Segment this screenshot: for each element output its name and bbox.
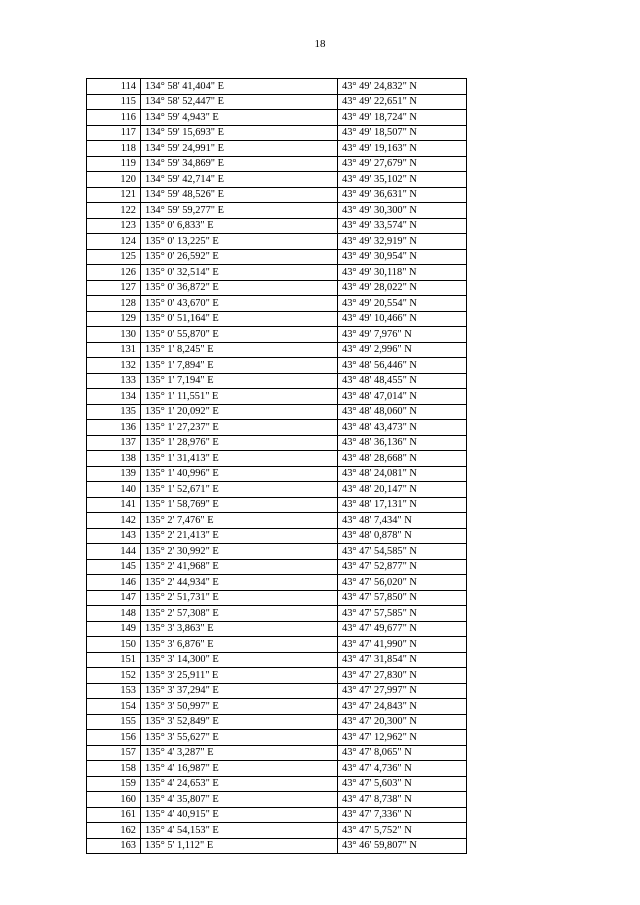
table-row [87, 141, 467, 157]
latitude-cell: 43° 47' 20,300" N [338, 714, 467, 730]
longitude-cell: 135° 3' 14,300" E [141, 652, 338, 668]
latitude-cell: 43° 47' 4,736" N [338, 761, 467, 777]
point-number-cell: 161 [87, 807, 141, 823]
point-number-cell: 156 [87, 730, 141, 746]
coordinates-table [86, 78, 467, 854]
latitude-cell: 43° 49' 22,651" N [338, 94, 467, 110]
point-number-cell: 135 [87, 404, 141, 420]
table-row [87, 621, 467, 637]
table-row [87, 590, 467, 606]
latitude-cell: 43° 47' 8,738" N [338, 792, 467, 808]
table-row [87, 420, 467, 436]
latitude-cell: 43° 47' 56,020" N [338, 575, 467, 591]
longitude-cell: 135° 3' 25,911" E [141, 668, 338, 684]
longitude-cell: 135° 0' 6,833" E [141, 218, 338, 234]
latitude-cell: 43° 49' 10,466" N [338, 311, 467, 327]
table-row [87, 342, 467, 358]
latitude-cell: 43° 49' 27,679" N [338, 156, 467, 172]
point-number-cell: 132 [87, 358, 141, 374]
longitude-cell: 134° 59' 24,991" E [141, 141, 338, 157]
longitude-cell: 135° 4' 35,807" E [141, 792, 338, 808]
latitude-cell: 43° 47' 54,585" N [338, 544, 467, 560]
longitude-cell: 135° 0' 26,592" E [141, 249, 338, 265]
table-row [87, 404, 467, 420]
table-row [87, 575, 467, 591]
point-number-cell: 159 [87, 776, 141, 792]
longitude-cell: 135° 5' 1,112" E [141, 838, 338, 854]
longitude-cell: 135° 2' 30,992" E [141, 544, 338, 560]
table-row [87, 156, 467, 172]
latitude-cell: 43° 49' 2,996" N [338, 342, 467, 358]
table-row [87, 807, 467, 823]
page-number: 18 [314, 38, 326, 50]
latitude-cell: 43° 47' 7,336" N [338, 807, 467, 823]
longitude-cell: 135° 3' 55,627" E [141, 730, 338, 746]
table-row [87, 668, 467, 684]
point-number-cell: 126 [87, 265, 141, 281]
latitude-cell: 43° 47' 27,830" N [338, 668, 467, 684]
latitude-cell: 43° 47' 5,752" N [338, 823, 467, 839]
point-number-cell: 147 [87, 590, 141, 606]
point-number-cell: 125 [87, 249, 141, 265]
point-number-cell: 141 [87, 497, 141, 513]
point-number-cell: 153 [87, 683, 141, 699]
table-row [87, 497, 467, 513]
table-row [87, 125, 467, 141]
longitude-cell: 135° 3' 6,876" E [141, 637, 338, 653]
table-row [87, 699, 467, 715]
latitude-cell: 43° 49' 30,300" N [338, 203, 467, 219]
point-number-cell: 116 [87, 110, 141, 126]
point-number-cell: 149 [87, 621, 141, 637]
longitude-cell: 135° 0' 36,872" E [141, 280, 338, 296]
table-row [87, 451, 467, 467]
point-number-cell: 158 [87, 761, 141, 777]
point-number-cell: 152 [87, 668, 141, 684]
table-row [87, 187, 467, 203]
longitude-cell: 134° 59' 48,526" E [141, 187, 338, 203]
longitude-cell: 135° 1' 7,194" E [141, 373, 338, 389]
latitude-cell: 43° 49' 28,022" N [338, 280, 467, 296]
table-row [87, 172, 467, 188]
point-number-cell: 146 [87, 575, 141, 591]
longitude-cell: 134° 59' 59,277" E [141, 203, 338, 219]
latitude-cell: 43° 49' 24,832" N [338, 79, 467, 95]
longitude-cell: 135° 3' 52,849" E [141, 714, 338, 730]
latitude-cell: 43° 47' 57,585" N [338, 606, 467, 622]
table-row [87, 296, 467, 312]
longitude-cell: 135° 2' 21,413" E [141, 528, 338, 544]
table-row [87, 389, 467, 405]
longitude-cell: 135° 0' 13,225" E [141, 234, 338, 250]
point-number-cell: 150 [87, 637, 141, 653]
point-number-cell: 130 [87, 327, 141, 343]
table-row [87, 327, 467, 343]
longitude-cell: 134° 59' 4,943" E [141, 110, 338, 126]
coordinates-table-body [87, 79, 467, 854]
longitude-cell: 135° 1' 11,551" E [141, 389, 338, 405]
point-number-cell: 121 [87, 187, 141, 203]
point-number-cell: 140 [87, 482, 141, 498]
latitude-cell: 43° 47' 5,603" N [338, 776, 467, 792]
latitude-cell: 43° 48' 56,446" N [338, 358, 467, 374]
latitude-cell: 43° 48' 43,473" N [338, 420, 467, 436]
latitude-cell: 43° 48' 48,455" N [338, 373, 467, 389]
point-number-cell: 119 [87, 156, 141, 172]
table-row [87, 544, 467, 560]
table-row [87, 218, 467, 234]
latitude-cell: 43° 47' 57,850" N [338, 590, 467, 606]
table-row [87, 79, 467, 95]
table-row [87, 265, 467, 281]
longitude-cell: 135° 1' 28,976" E [141, 435, 338, 451]
latitude-cell: 43° 47' 52,877" N [338, 559, 467, 575]
point-number-cell: 118 [87, 141, 141, 157]
longitude-cell: 135° 1' 27,237" E [141, 420, 338, 436]
point-number-cell: 143 [87, 528, 141, 544]
table-row [87, 280, 467, 296]
longitude-cell: 135° 0' 55,870" E [141, 327, 338, 343]
latitude-cell: 43° 47' 41,990" N [338, 637, 467, 653]
latitude-cell: 43° 48' 0,878" N [338, 528, 467, 544]
longitude-cell: 135° 0' 51,164" E [141, 311, 338, 327]
longitude-cell: 135° 2' 51,731" E [141, 590, 338, 606]
table-row [87, 110, 467, 126]
table-row [87, 234, 467, 250]
latitude-cell: 43° 49' 7,976" N [338, 327, 467, 343]
longitude-cell: 135° 0' 43,670" E [141, 296, 338, 312]
table-row [87, 435, 467, 451]
latitude-cell: 43° 48' 48,060" N [338, 404, 467, 420]
table-row [87, 776, 467, 792]
longitude-cell: 135° 1' 52,671" E [141, 482, 338, 498]
table-row [87, 823, 467, 839]
longitude-cell: 135° 4' 40,915" E [141, 807, 338, 823]
latitude-cell: 43° 49' 32,919" N [338, 234, 467, 250]
table-row [87, 838, 467, 854]
longitude-cell: 135° 1' 7,894" E [141, 358, 338, 374]
longitude-cell: 135° 4' 24,653" E [141, 776, 338, 792]
table-row [87, 652, 467, 668]
point-number-cell: 160 [87, 792, 141, 808]
point-number-cell: 131 [87, 342, 141, 358]
longitude-cell: 135° 3' 50,997" E [141, 699, 338, 715]
point-number-cell: 114 [87, 79, 141, 95]
point-number-cell: 154 [87, 699, 141, 715]
table-row [87, 203, 467, 219]
table-row [87, 761, 467, 777]
latitude-cell: 43° 49' 36,631" N [338, 187, 467, 203]
point-number-cell: 128 [87, 296, 141, 312]
latitude-cell: 43° 48' 20,147" N [338, 482, 467, 498]
point-number-cell: 139 [87, 466, 141, 482]
point-number-cell: 151 [87, 652, 141, 668]
table-row [87, 606, 467, 622]
longitude-cell: 135° 3' 3,863" E [141, 621, 338, 637]
latitude-cell: 43° 48' 28,668" N [338, 451, 467, 467]
latitude-cell: 43° 49' 35,102" N [338, 172, 467, 188]
point-number-cell: 138 [87, 451, 141, 467]
latitude-cell: 43° 47' 27,997" N [338, 683, 467, 699]
table-row [87, 745, 467, 761]
table-row [87, 730, 467, 746]
point-number-cell: 155 [87, 714, 141, 730]
latitude-cell: 43° 48' 47,014" N [338, 389, 467, 405]
latitude-cell: 43° 49' 30,954" N [338, 249, 467, 265]
longitude-cell: 134° 59' 34,869" E [141, 156, 338, 172]
latitude-cell: 43° 49' 18,724" N [338, 110, 467, 126]
latitude-cell: 43° 48' 7,434" N [338, 513, 467, 529]
longitude-cell: 135° 2' 57,308" E [141, 606, 338, 622]
point-number-cell: 117 [87, 125, 141, 141]
point-number-cell: 122 [87, 203, 141, 219]
latitude-cell: 43° 47' 31,854" N [338, 652, 467, 668]
latitude-cell: 43° 48' 17,131" N [338, 497, 467, 513]
point-number-cell: 115 [87, 94, 141, 110]
point-number-cell: 142 [87, 513, 141, 529]
table-row [87, 714, 467, 730]
latitude-cell: 43° 48' 36,136" N [338, 435, 467, 451]
longitude-cell: 134° 59' 15,693" E [141, 125, 338, 141]
longitude-cell: 135° 1' 8,245" E [141, 342, 338, 358]
point-number-cell: 124 [87, 234, 141, 250]
longitude-cell: 135° 4' 54,153" E [141, 823, 338, 839]
latitude-cell: 43° 47' 49,677" N [338, 621, 467, 637]
point-number-cell: 133 [87, 373, 141, 389]
longitude-cell: 135° 0' 32,514" E [141, 265, 338, 281]
table-row [87, 528, 467, 544]
table-row [87, 466, 467, 482]
latitude-cell: 43° 46' 59,807" N [338, 838, 467, 854]
table-row [87, 94, 467, 110]
point-number-cell: 137 [87, 435, 141, 451]
point-number-cell: 162 [87, 823, 141, 839]
longitude-cell: 134° 58' 41,404" E [141, 79, 338, 95]
table-row [87, 311, 467, 327]
table-row [87, 683, 467, 699]
point-number-cell: 148 [87, 606, 141, 622]
longitude-cell: 135° 1' 58,769" E [141, 497, 338, 513]
point-number-cell: 157 [87, 745, 141, 761]
point-number-cell: 129 [87, 311, 141, 327]
latitude-cell: 43° 49' 19,163" N [338, 141, 467, 157]
point-number-cell: 134 [87, 389, 141, 405]
longitude-cell: 134° 59' 42,714" E [141, 172, 338, 188]
point-number-cell: 120 [87, 172, 141, 188]
point-number-cell: 123 [87, 218, 141, 234]
latitude-cell: 43° 49' 20,554" N [338, 296, 467, 312]
table-row [87, 249, 467, 265]
latitude-cell: 43° 47' 24,843" N [338, 699, 467, 715]
longitude-cell: 135° 3' 37,294" E [141, 683, 338, 699]
latitude-cell: 43° 48' 24,081" N [338, 466, 467, 482]
longitude-cell: 135° 1' 20,092" E [141, 404, 338, 420]
longitude-cell: 135° 2' 41,968" E [141, 559, 338, 575]
longitude-cell: 135° 1' 40,996" E [141, 466, 338, 482]
table-row [87, 637, 467, 653]
latitude-cell: 43° 49' 18,507" N [338, 125, 467, 141]
table-row [87, 373, 467, 389]
point-number-cell: 145 [87, 559, 141, 575]
latitude-cell: 43° 47' 8,065" N [338, 745, 467, 761]
longitude-cell: 135° 1' 31,413" E [141, 451, 338, 467]
latitude-cell: 43° 49' 33,574" N [338, 218, 467, 234]
latitude-cell: 43° 49' 30,118" N [338, 265, 467, 281]
point-number-cell: 127 [87, 280, 141, 296]
longitude-cell: 135° 2' 7,476" E [141, 513, 338, 529]
table-row [87, 792, 467, 808]
table-row [87, 482, 467, 498]
point-number-cell: 136 [87, 420, 141, 436]
table-row [87, 513, 467, 529]
longitude-cell: 134° 58' 52,447" E [141, 94, 338, 110]
latitude-cell: 43° 47' 12,962" N [338, 730, 467, 746]
longitude-cell: 135° 2' 44,934" E [141, 575, 338, 591]
table-row [87, 358, 467, 374]
table-row [87, 559, 467, 575]
point-number-cell: 163 [87, 838, 141, 854]
point-number-cell: 144 [87, 544, 141, 560]
longitude-cell: 135° 4' 16,987" E [141, 761, 338, 777]
longitude-cell: 135° 4' 3,287" E [141, 745, 338, 761]
